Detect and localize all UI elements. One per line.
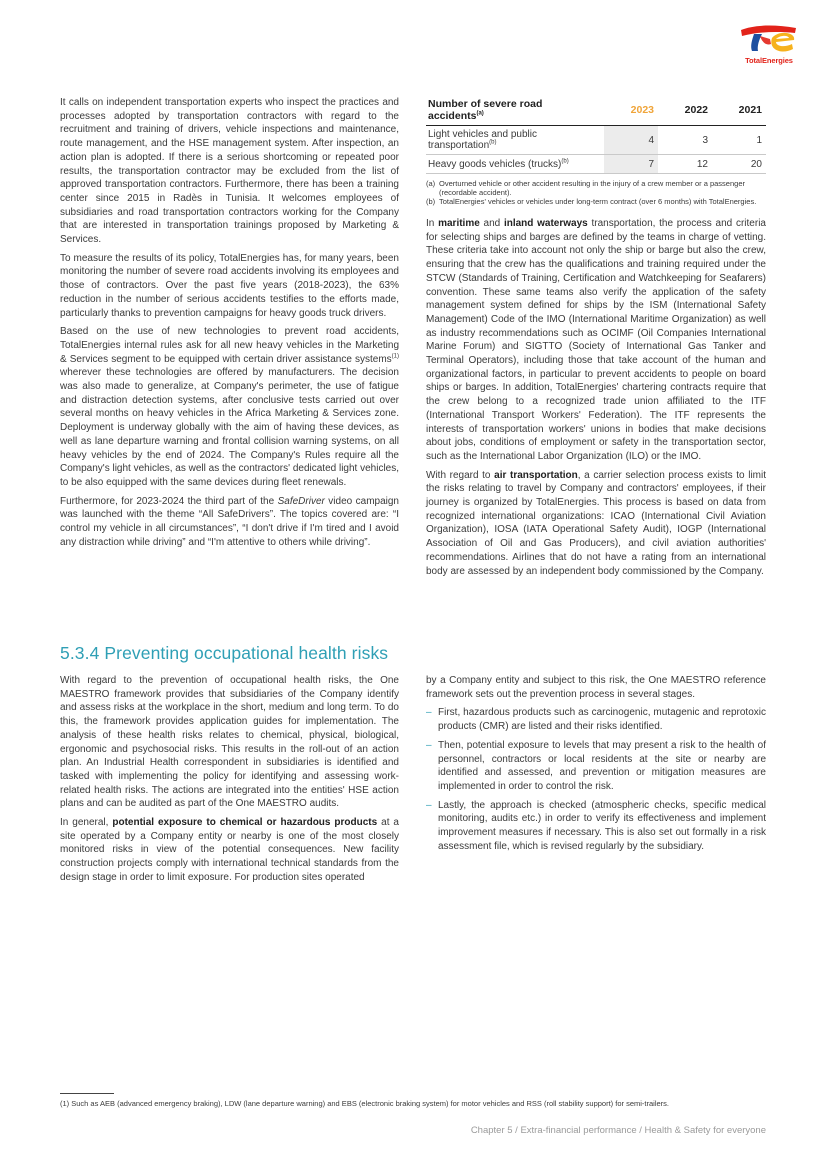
table-row — [426, 155, 766, 174]
footnote: (1) Such as AEB (advanced emergency braking), LDW (lane departure warning) and EBS (electronic braking system) for motor vehicles and RSS (roll stability support) for semi-trailers. — [60, 1099, 669, 1108]
paragraph: Furthermore, for 2023-2024 the third part of the SafeDriver video campaign was launched with the theme “All SafeDrivers”. The topics covered are: “I control my vehicle in all circumstances”, “I don't drive if I'm tired and I avoid any distraction while driving” and “I'm attentive to others while driving”. — [60, 495, 399, 548]
severe-road-accidents-table — [426, 96, 766, 174]
cell-value: 3 — [658, 126, 712, 155]
right-column-top — [426, 217, 766, 583]
logo-wordmark: TotalEnergies — [745, 56, 793, 65]
cell-value: 12 — [658, 155, 712, 174]
list-item: – First, hazardous products such as carcinogenic, mutagenic and reprotoxic products (CMR) are listed and their risks identified. — [426, 706, 766, 733]
table-header-row — [426, 96, 766, 126]
cell-value: 7 — [604, 155, 658, 174]
table-note: (b) TotalEnergies' vehicles or vehicles under long-term contract (over 6 months) with TotalEnergies. — [426, 197, 757, 206]
cell-value: 20 — [712, 155, 766, 174]
prevention-steps-list — [426, 706, 766, 853]
paragraph: With regard to the prevention of occupational health risks, the One MAESTRO framework provides that subsidiaries of the Company identify and assess risks at the workplace in the short, medium and long term. To do this, the framework provides application guides for implementation. The analysis of these health risks relates to chemical, physical, biological, ergonomic and psychosocial risks. This results in the roll-out of an action plan. An Industrial Health correspondent in subsidiaries is identified and tasked with implementing the policy for identifying and assessing work-related health risks. The actions are integrated into the entities' HSE action plans and can be audited as part of the One MAESTRO audits. — [60, 675, 399, 810]
list-item: – Lastly, the approach is checked (atmospheric checks, specific medical monitoring, audits etc.) in order to verify its effectiveness and implement improvement measures if necessary. This is also set out formally in a risk assessment file, which is revised regularly by the subsidiary. — [426, 799, 766, 854]
campaign-name: SafeDriver — [277, 495, 325, 507]
page-footer-breadcrumb: Chapter 5 / Extra-financial performance / Health & Safety for everyone — [470, 1125, 766, 1136]
table-notes — [426, 179, 766, 206]
logo-mark-icon — [738, 24, 800, 54]
cell-value: 1 — [712, 126, 766, 155]
section-title: 5.3.4 Preventing occupational health risks — [60, 643, 389, 663]
year-header: 2021 — [712, 96, 766, 126]
paragraph: Based on the use of new technologies to prevent road accidents, TotalEnergies internal rules ask for all new heavy vehicles in the Marketing & Services segment to be equipped with certain driver assistance systems$^{(1)}$ wherever these technologies are offered by manufacturers. The decision was also made to generalize, at Company's perimeter, the use of fatigue and distraction detection systems, after conclusive tests carried out over several months on heavy vehicles in the Africa Marketing & Services zone. Deployment is underway globally with the aim of having these devices, as well as lane departure warning and frontal collision warning systems, on all heavy vehicles by the end of 2024. The Company's Rules require all the Company's light vehicles, as well as the contractors' dedicated light vehicles, to be also equipped with the same devices during fleet renewals. — [60, 326, 399, 488]
footnote-divider — [60, 1093, 114, 1094]
paragraph: To measure the results of its policy, TotalEnergies has, for many years, been monitoring the number of severe road accidents involving its employees and those of contractors. Over the past five years (2018-2023), the 63% reduction in the number of serious accidents testifies to the efforts made, particularly thanks to prevention campaigns for heavy goods truck drivers. — [60, 252, 399, 319]
footnote-ref: (1) — [391, 353, 399, 360]
table-row — [426, 126, 766, 155]
list-item: – Then, potential exposure to levels that may present a risk to the health of personnel, contractors or local residents at the site or nearby are identified and assessed, and prevention or mitigation measures are implemented in order to control the risk. — [426, 739, 766, 794]
paragraph-maritime: In maritime and inland waterways transportation, the process and criteria for selecting ships and barges are defined by the teams in charge of vetting. These criteria take into account not only the ship or barge but also the crew, ensuring that the crew has the qualifications and training required under the STCW (Standards of Training, Certification and Watchkeeping for Seafarers) convention. These same teams also verify the application of the safety management system defined for ships by the ISM (International Safety Management) Code of the IMO (International Maritime Organization) as well as industry recommendations such as OCIMF (Oil Companies International Marine Forum) and SIGTTO (Society of International Gas Tanker and Terminal Operators), including those that take account of the human and organizational factors, in particular to prevent accidents to people on board ships or barges. In addition, TotalEnergies' chartering contracts require that the crew belong to a recognized trade union affiliated to the ITF (International Transport Workers' Federation). The ITF represents the interests of transportation workers' unions in bodies that make decisions about jobs, conditions of employment or safety in the transportation sector, such as the International Labor Organization (ILO) or the IMO. — [426, 218, 766, 462]
cell-value: 4 — [604, 126, 658, 155]
year-header: 2022 — [658, 96, 712, 126]
severe-road-accidents-table-block — [426, 96, 766, 206]
paragraph: It calls on independent transportation experts who inspect the practices and processes adopted by transportation contractors with regard to the recruitment and training of drivers, vehicle inspections and maintenance, route management, and the HSE management system. After inspection, an action plan is adopted. If there is a serious shortcoming or repeated poor results, the transportation contractor may be excluded from the list of approved transportation contractors. Furthermore, there has been a training center since 2015 in Radès in Tunisia. It welcomes employees of subsidiaries and road transportation contractors working for the Company that are interested in transportation trainings proposed by Marketing & Services. — [60, 97, 399, 246]
paragraph: by a Company entity and subject to this risk, the One MAESTRO reference framework sets out the prevention process in several stages. — [426, 675, 766, 700]
paragraph-air: With regard to air transportation, a carrier selection process exists to limit the risks relating to travel by Company and contractors' employees, if their journey is organized by TotalEnergies. This process is based on data from recognized international organizations: ICAO (International Civil Aviation Organization), IOSA (IATA Operational Safety Audit), IOGP (International Association of Oil and Gas Producers), and civil aviation authorities' recommendations. Airlines that do not have a rating from an international body are assessed by an independent body commissioned by the Company. — [426, 469, 766, 577]
table-note: (a) Overturned vehicle or other accident resulting in the injury of a crew member or a passenger (recordable accident). — [426, 179, 745, 197]
year-header: 2023 — [604, 96, 658, 126]
section-left-column — [60, 674, 399, 890]
section-right-column — [426, 674, 766, 858]
totalenergies-logo — [738, 24, 800, 68]
row-label: Heavy goods vehicles (trucks)$^{(b)}$ — [426, 155, 604, 174]
table-header-label: Number of severe road accidents$^{(a)}$ — [426, 96, 604, 126]
left-column-top — [60, 96, 399, 555]
row-label: Light vehicles and public transportation$^{(b)}$ — [426, 126, 604, 155]
paragraph: In general, potential exposure to chemical or hazardous products at a site operated by a Company entity or nearby is one of the most closely monitored risks in view of the potential consequences. New facility construction projects comply with international technical standards from the design stage in order to limit exposure. For production sites operated — [60, 817, 399, 883]
